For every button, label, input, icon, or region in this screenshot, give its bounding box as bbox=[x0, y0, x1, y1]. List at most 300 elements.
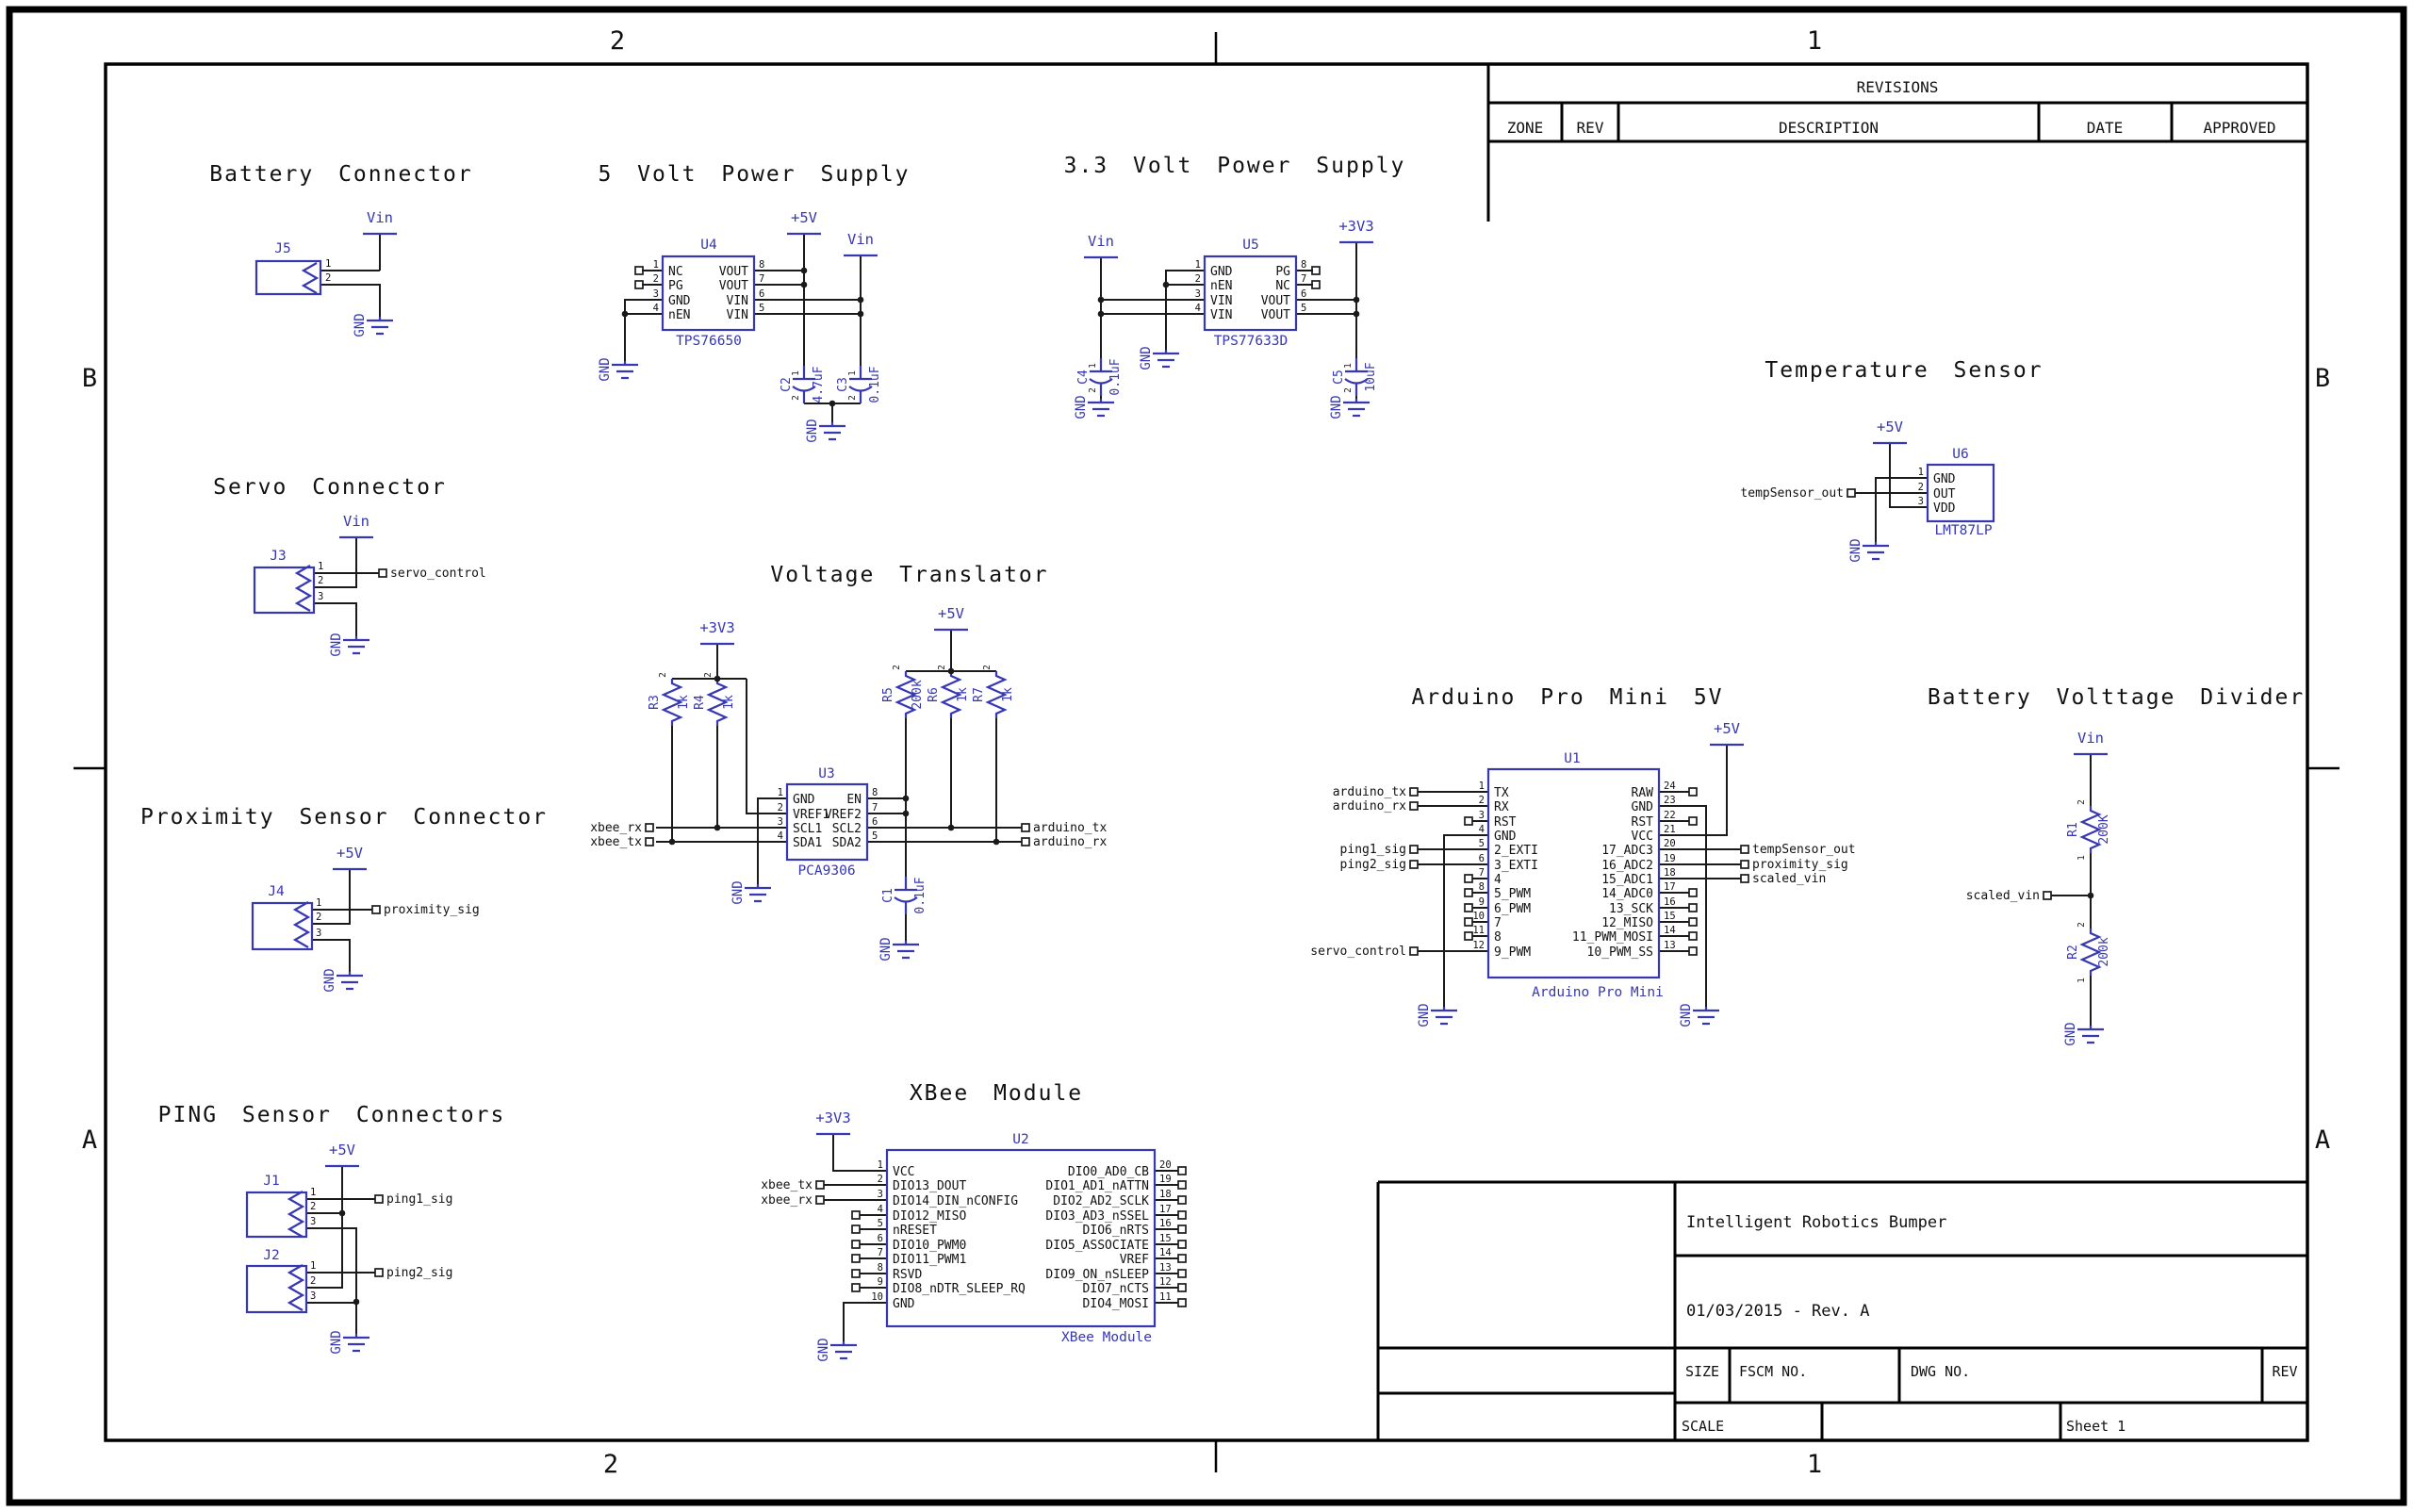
gnd-symbol bbox=[343, 636, 369, 653]
pin-number: 2 bbox=[937, 665, 947, 670]
net-square bbox=[1410, 788, 1418, 796]
gnd-label: GND bbox=[805, 419, 820, 443]
pin-name: RSVD bbox=[893, 1268, 923, 1282]
section-temperature-sensor bbox=[1740, 358, 2043, 563]
zone-bottom-right: 1 bbox=[1806, 1450, 1823, 1479]
pin-number: 6 bbox=[872, 816, 878, 828]
nc-square bbox=[1178, 1241, 1186, 1248]
net-square bbox=[2044, 892, 2051, 899]
pin-number: 6 bbox=[1478, 853, 1485, 864]
section-servo-connector bbox=[213, 475, 486, 657]
pin-name: RX bbox=[1494, 800, 1509, 814]
pin-number: 8 bbox=[877, 1262, 883, 1274]
pin-number: 17 bbox=[1664, 881, 1676, 893]
part-u3: PCA9306 bbox=[797, 863, 856, 879]
net-square bbox=[1741, 875, 1748, 882]
date-revision: 01/03/2015 - Rev. A bbox=[1686, 1302, 1870, 1321]
pin-number: 1 bbox=[1917, 467, 1924, 478]
gnd-symbol bbox=[337, 972, 363, 989]
pin-number: 11 bbox=[1159, 1291, 1172, 1303]
net-square bbox=[1741, 846, 1748, 853]
pin-number: 2 bbox=[2076, 922, 2087, 928]
pin-name: 14_ADC0 bbox=[1601, 887, 1653, 901]
pin-name: RST bbox=[1494, 815, 1517, 830]
net-xbee-rx: xbee_rx bbox=[761, 1193, 813, 1208]
ref-u1: U1 bbox=[1564, 751, 1581, 766]
p5v-rail-label: +5V bbox=[938, 605, 964, 622]
pin-number: 1 bbox=[2076, 855, 2087, 861]
wires bbox=[306, 1166, 375, 1336]
net-xbee-rx: xbee_rx bbox=[590, 821, 642, 835]
net-square bbox=[816, 1196, 824, 1204]
section-xbee-module bbox=[761, 1081, 1186, 1362]
nc-square bbox=[1178, 1284, 1186, 1291]
wires bbox=[1855, 443, 1928, 544]
pin-name: DIO6_nRTS bbox=[1082, 1224, 1149, 1238]
pin-number: 10 bbox=[871, 1291, 883, 1303]
ref-r3: R3 bbox=[648, 695, 662, 710]
pin-name: 12_MISO bbox=[1601, 916, 1653, 930]
pin-number: 7 bbox=[872, 802, 878, 814]
section-proximity-connector bbox=[140, 805, 548, 993]
pin-name: VCC bbox=[1631, 830, 1653, 844]
zone-top-left: 2 bbox=[609, 26, 626, 56]
pin-name: 9_PWM bbox=[1494, 945, 1532, 960]
pin-number: 1 bbox=[1478, 781, 1485, 792]
pin-name: RAW bbox=[1631, 786, 1653, 800]
section-battery-voltage-divider bbox=[1928, 685, 2305, 1046]
section-title: Temperature Sensor bbox=[1765, 358, 2044, 383]
pin-name: VOUT bbox=[718, 279, 748, 293]
pin-number: 1 bbox=[310, 1187, 317, 1198]
pin-number: 8 bbox=[759, 259, 765, 271]
pin-number: 21 bbox=[1664, 824, 1676, 835]
gnd-label: GND bbox=[1848, 538, 1863, 563]
gnd-symbol bbox=[367, 317, 393, 334]
ref-u3: U3 bbox=[818, 766, 835, 781]
revisions-col-approved: APPROVED bbox=[2203, 119, 2276, 137]
pin-name: OUT bbox=[1933, 487, 1956, 501]
ref-r6: R6 bbox=[927, 687, 941, 702]
nc-square bbox=[1465, 817, 1472, 825]
nc-square bbox=[1689, 918, 1697, 926]
pin-name: GND bbox=[793, 793, 815, 807]
size-label: SIZE bbox=[1684, 1363, 1720, 1380]
pin-name: PG bbox=[668, 279, 683, 293]
pin-name: VIN bbox=[1210, 294, 1233, 308]
section-title: PING Sensor Connectors bbox=[157, 1103, 506, 1127]
pin-name: SDA1 bbox=[793, 836, 823, 850]
pin-number: 7 bbox=[877, 1247, 883, 1258]
pin-name: 11_PWM_MOSI bbox=[1571, 930, 1653, 945]
gnd-label: GND bbox=[353, 313, 368, 337]
pin-name: DIO2_AD2_SCLK bbox=[1053, 1194, 1149, 1208]
pin-number: 3 bbox=[1478, 810, 1485, 821]
pin-number: 1 bbox=[1088, 363, 1098, 369]
pin-number: 1 bbox=[1194, 259, 1201, 271]
pin-number: 2 bbox=[1917, 482, 1924, 493]
pin-number: 10 bbox=[1472, 911, 1485, 922]
rev-label: REV bbox=[2272, 1363, 2298, 1380]
nc-square bbox=[1178, 1181, 1186, 1189]
pin-number: 6 bbox=[1301, 288, 1307, 300]
title-block bbox=[1378, 1182, 2307, 1440]
ref-u2: U2 bbox=[1012, 1132, 1029, 1147]
gnd-symbol bbox=[830, 1341, 857, 1358]
pin-number: 16 bbox=[1664, 896, 1676, 908]
pin-name: 5_PWM bbox=[1494, 887, 1532, 901]
nc-square bbox=[1178, 1299, 1186, 1307]
pin-number: 3 bbox=[1917, 496, 1924, 507]
zone-right-a: A bbox=[2314, 1126, 2331, 1155]
ref-u6: U6 bbox=[1952, 447, 1969, 462]
value-r4: 1k bbox=[722, 695, 736, 710]
value-c4: 0.1uF bbox=[1108, 358, 1123, 396]
net-ping2-sig: ping2_sig bbox=[386, 1266, 453, 1280]
pin-name: 13_SCK bbox=[1609, 902, 1653, 916]
net-proximity-sig: proximity_sig bbox=[384, 903, 480, 917]
connector-j3 bbox=[254, 567, 314, 613]
pin-name: NC bbox=[668, 265, 683, 279]
pin-name: DIO3_AD3_nSSEL bbox=[1045, 1209, 1149, 1224]
pin-number: 3 bbox=[877, 1189, 883, 1200]
pin-number: 8 bbox=[1478, 881, 1485, 893]
nc-square bbox=[1465, 875, 1472, 882]
pin-number: 2 bbox=[892, 665, 902, 670]
pin-name: 10_PWM_SS bbox=[1586, 945, 1653, 960]
section-title: XBee Module bbox=[909, 1081, 1084, 1106]
pin-number: 20 bbox=[1664, 838, 1676, 849]
gnd-symbol bbox=[745, 884, 771, 901]
gnd-symbol bbox=[1088, 399, 1114, 416]
ref-j3: J3 bbox=[270, 549, 287, 564]
gnd-symbol bbox=[1863, 542, 1889, 559]
pin-number: 3 bbox=[777, 816, 783, 828]
pin-number: 3 bbox=[316, 928, 322, 939]
nc-square bbox=[1178, 1270, 1186, 1277]
pin-number: 17 bbox=[1159, 1204, 1172, 1215]
pin-number: 7 bbox=[759, 273, 765, 285]
ref-u5: U5 bbox=[1242, 238, 1259, 253]
pin-name: GND bbox=[1210, 265, 1233, 279]
pin-number: 14 bbox=[1664, 925, 1676, 936]
net-servo-control: servo_control bbox=[1310, 945, 1406, 959]
connector-j2 bbox=[247, 1266, 306, 1312]
pin-number: 1 bbox=[777, 787, 783, 798]
net-arduino-tx: arduino_tx bbox=[1033, 821, 1108, 835]
pin-name: VREF1 bbox=[793, 808, 830, 822]
pin-name: VIN bbox=[1210, 308, 1233, 322]
zone-left-a: A bbox=[81, 1126, 98, 1155]
net-square bbox=[1410, 846, 1418, 853]
nc-square bbox=[852, 1284, 860, 1291]
ref-u4: U4 bbox=[700, 238, 717, 253]
pin-name: nEN bbox=[668, 308, 691, 322]
p3v3-rail-label: +3V3 bbox=[815, 1109, 851, 1126]
value-r3: 1k bbox=[677, 695, 691, 710]
gnd-symbol bbox=[1343, 399, 1370, 416]
pin-name: GND bbox=[1933, 472, 1956, 486]
pin-name: VIN bbox=[726, 294, 748, 308]
net-square bbox=[1741, 861, 1748, 868]
ref-j1: J1 bbox=[263, 1174, 280, 1189]
pin-number: 1 bbox=[2076, 978, 2087, 983]
net-xbee-tx: xbee_tx bbox=[590, 835, 642, 849]
pin-name: DIO14_DIN_nCONFIG bbox=[893, 1194, 1019, 1208]
section-title: 5 Volt Power Supply bbox=[598, 162, 911, 187]
ref-c2: C2 bbox=[780, 377, 794, 392]
net-scaled-vin: scaled_vin bbox=[1965, 889, 2040, 903]
gnd-label: GND bbox=[1139, 346, 1154, 370]
nc-square bbox=[635, 267, 643, 274]
nc-square bbox=[1689, 904, 1697, 912]
pin-name: SCL2 bbox=[831, 822, 862, 836]
p5v-rail-label: +5V bbox=[337, 845, 363, 862]
zone-bottom-left: 2 bbox=[602, 1450, 619, 1479]
wires bbox=[1418, 745, 1741, 1009]
zone-left-b: B bbox=[81, 364, 98, 393]
vin-rail-label: Vin bbox=[1088, 233, 1114, 250]
revisions-col-description: DESCRIPTION bbox=[1779, 119, 1879, 137]
value-r6: 1k bbox=[956, 687, 970, 702]
pin-name: GND bbox=[1631, 800, 1653, 814]
nc-square bbox=[1312, 267, 1320, 274]
pin-number: 14 bbox=[1159, 1247, 1172, 1258]
gnd-label: GND bbox=[329, 633, 344, 657]
net-square bbox=[375, 1195, 383, 1203]
pin-name: DIO9_ON_nSLEEP bbox=[1045, 1268, 1149, 1282]
pin-name: SCL1 bbox=[793, 822, 823, 836]
nc-square bbox=[1178, 1255, 1186, 1262]
pin-number: 15 bbox=[1159, 1233, 1172, 1244]
section-title: Arduino Pro Mini 5V bbox=[1411, 685, 1724, 710]
vin-rail-label: Vin bbox=[343, 513, 369, 530]
net-square bbox=[646, 838, 653, 846]
pin-name: 17_ADC3 bbox=[1601, 844, 1653, 858]
pin-number: 3 bbox=[652, 288, 659, 300]
pin-name: NC bbox=[1275, 279, 1290, 293]
value-r5: 200k bbox=[911, 680, 925, 710]
vin-rail-label: Vin bbox=[2077, 730, 2104, 747]
pin-number: 15 bbox=[1664, 911, 1676, 922]
pin-name: VOUT bbox=[718, 265, 748, 279]
pin-number: 19 bbox=[1159, 1174, 1172, 1185]
section-title: Servo Connector bbox=[213, 475, 447, 500]
pin-number: 12 bbox=[1472, 940, 1485, 951]
ref-c3: C3 bbox=[836, 377, 850, 392]
nc-square bbox=[1689, 817, 1697, 825]
pin-name: 16_ADC2 bbox=[1601, 859, 1653, 873]
pin-number: 2 bbox=[847, 395, 858, 401]
pin-name: EN bbox=[846, 793, 862, 807]
ref-j2: J2 bbox=[263, 1248, 280, 1263]
vin-rail-label: Vin bbox=[847, 231, 874, 248]
pin-name: 2_EXTI bbox=[1494, 844, 1538, 858]
pin-number: 7 bbox=[1301, 273, 1307, 285]
net-square bbox=[816, 1181, 824, 1189]
pin-number: 1 bbox=[847, 370, 858, 376]
pin-number: 3 bbox=[318, 591, 324, 602]
wires bbox=[314, 537, 379, 638]
gnd-label: GND bbox=[322, 968, 337, 993]
p5v-rail-label: +5V bbox=[329, 1142, 355, 1159]
pin-number: 5 bbox=[759, 303, 765, 314]
nc-square bbox=[1178, 1225, 1186, 1233]
pin-number: 3 bbox=[310, 1290, 317, 1302]
pin-number: 8 bbox=[872, 787, 878, 798]
pin-name: RST bbox=[1631, 815, 1653, 830]
sheet-label: Sheet 1 bbox=[2066, 1418, 2126, 1435]
pin-name: DIO12_MISO bbox=[893, 1209, 967, 1224]
pin-name: VOUT bbox=[1260, 308, 1290, 322]
pin-number: 1 bbox=[877, 1159, 883, 1171]
pin-name: PG bbox=[1275, 265, 1290, 279]
pin-number: 1 bbox=[318, 561, 324, 572]
pin-number: 2 bbox=[982, 665, 993, 670]
pin-number: 2 bbox=[791, 395, 801, 401]
nc-square bbox=[1312, 281, 1320, 288]
p5v-rail-label: +5V bbox=[791, 209, 817, 226]
pin-number: 2 bbox=[703, 672, 714, 678]
fscm-label: FSCM NO. bbox=[1739, 1363, 1808, 1380]
connector-j1 bbox=[247, 1192, 306, 1237]
pin-number: 2 bbox=[310, 1201, 317, 1212]
part-u6: LMT87LP bbox=[1934, 523, 1993, 538]
part-u1: Arduino Pro Mini bbox=[1532, 985, 1664, 1000]
section-arduino-pro-mini bbox=[1310, 685, 1855, 1027]
part-u4: TPS76650 bbox=[676, 334, 742, 349]
pin-name: 7 bbox=[1494, 916, 1502, 930]
pin-number: 2 bbox=[877, 1174, 883, 1185]
section-title: Voltage Translator bbox=[770, 563, 1049, 587]
nc-square bbox=[852, 1270, 860, 1277]
gnd-label: GND bbox=[598, 357, 613, 382]
ref-r4: R4 bbox=[693, 695, 707, 710]
p3v3-rail-label: +3V3 bbox=[1338, 218, 1374, 235]
pin-number: 2 bbox=[2076, 799, 2087, 805]
pin-name: 15_ADC1 bbox=[1601, 873, 1653, 887]
net-square bbox=[1410, 861, 1418, 868]
gnd-symbol bbox=[2077, 1026, 2104, 1043]
net-scaled-vin: scaled_vin bbox=[1752, 872, 1827, 886]
p5v-rail-label: +5V bbox=[1714, 720, 1740, 737]
gnd-label: GND bbox=[878, 937, 894, 961]
net-ping1-sig: ping1_sig bbox=[1339, 843, 1406, 857]
nc-square bbox=[852, 1255, 860, 1262]
pin-number: 2 bbox=[1343, 387, 1354, 393]
net-tempsensor-out: tempSensor_out bbox=[1740, 486, 1844, 501]
value-c5: 10uF bbox=[1364, 362, 1378, 392]
pin-name: DIO0_AD0_CB bbox=[1067, 1165, 1149, 1179]
pin-number: 2 bbox=[658, 672, 668, 678]
value-r7: 1k bbox=[1001, 687, 1015, 702]
pin-number: 18 bbox=[1159, 1189, 1172, 1200]
pin-number: 2 bbox=[1194, 273, 1201, 285]
pin-name: 3_EXTI bbox=[1494, 859, 1538, 873]
net-arduino-rx: arduino_rx bbox=[1033, 835, 1108, 849]
section-title: Battery Connector bbox=[209, 162, 473, 187]
pin-name: GND bbox=[893, 1297, 915, 1311]
pin-name: DIO5_ASSOCIATE bbox=[1045, 1239, 1149, 1253]
pin-name: VIN bbox=[726, 308, 748, 322]
nc-square bbox=[1465, 904, 1472, 912]
pin-name: VREF bbox=[1119, 1253, 1149, 1267]
ref-r5: R5 bbox=[881, 687, 895, 702]
zone-right-b: B bbox=[2314, 364, 2331, 393]
pin-number: 2 bbox=[777, 802, 783, 814]
pin-name: 6_PWM bbox=[1494, 902, 1532, 916]
nc-square bbox=[1465, 932, 1472, 940]
pin-name: VCC bbox=[893, 1165, 915, 1179]
p5v-rail-label: +5V bbox=[1877, 419, 1903, 436]
gnd-symbol bbox=[819, 422, 845, 439]
ref-c1: C1 bbox=[881, 888, 895, 903]
ref-j4: J4 bbox=[268, 884, 285, 899]
net-square bbox=[379, 569, 386, 577]
gnd-label: GND bbox=[1679, 1003, 1694, 1027]
pin-number: 1 bbox=[1343, 363, 1354, 369]
nc-square bbox=[1689, 889, 1697, 896]
nc-square bbox=[852, 1241, 860, 1248]
project-title: Intelligent Robotics Bumper bbox=[1686, 1213, 1947, 1232]
net-square bbox=[1847, 489, 1855, 497]
pin-number: 12 bbox=[1159, 1276, 1172, 1288]
net-square bbox=[1022, 838, 1029, 846]
pin-number: 8 bbox=[1301, 259, 1307, 271]
pin-number: 1 bbox=[310, 1260, 317, 1272]
nc-square bbox=[635, 281, 643, 288]
pin-name: VDD bbox=[1933, 501, 1956, 516]
pin-name: DIO11_PWM1 bbox=[893, 1253, 967, 1267]
pin-name: GND bbox=[1494, 830, 1517, 844]
pin-name: DIO7_nCTS bbox=[1082, 1282, 1149, 1296]
gnd-label: GND bbox=[1417, 1003, 1432, 1027]
pin-number: 4 bbox=[1478, 824, 1485, 835]
net-square bbox=[1410, 947, 1418, 955]
pin-number: 1 bbox=[316, 897, 322, 909]
net-proximity-sig: proximity_sig bbox=[1752, 858, 1848, 872]
revisions-table bbox=[1488, 64, 2307, 222]
pin-number: 5 bbox=[1301, 303, 1307, 314]
pin-name: TX bbox=[1494, 786, 1509, 800]
section-3v3-power-supply bbox=[1064, 154, 1406, 419]
pin-name: DIO10_PWM0 bbox=[893, 1239, 967, 1253]
section-voltage-translator bbox=[590, 563, 1107, 961]
pin-name: DIO13_DOUT bbox=[893, 1179, 967, 1193]
gnd-label: GND bbox=[1074, 395, 1089, 419]
nc-square bbox=[1178, 1211, 1186, 1219]
gnd-label: GND bbox=[2063, 1022, 2078, 1046]
pin-number: 1 bbox=[652, 259, 659, 271]
pin-number: 13 bbox=[1159, 1262, 1172, 1274]
gnd-label: GND bbox=[816, 1338, 831, 1362]
pin-number: 19 bbox=[1664, 853, 1676, 864]
pin-name: VREF2 bbox=[824, 808, 862, 822]
pin-name: DIO8_nDTR_SLEEP_RQ bbox=[893, 1282, 1026, 1296]
net-tempsensor-out: tempSensor_out bbox=[1752, 843, 1856, 857]
ref-r1: R1 bbox=[2066, 822, 2080, 837]
vin-rail-label: Vin bbox=[367, 209, 393, 226]
pin-number: 22 bbox=[1664, 810, 1676, 821]
gnd-symbol bbox=[612, 361, 638, 378]
revisions-title: REVISIONS bbox=[1856, 78, 1939, 96]
pin-name: 4 bbox=[1494, 873, 1502, 887]
pin-name: GND bbox=[668, 294, 691, 308]
pin-number: 4 bbox=[877, 1204, 883, 1215]
value-c3: 0.1uF bbox=[868, 366, 882, 403]
dwg-label: DWG NO. bbox=[1911, 1363, 1971, 1380]
nc-square bbox=[1178, 1196, 1186, 1204]
